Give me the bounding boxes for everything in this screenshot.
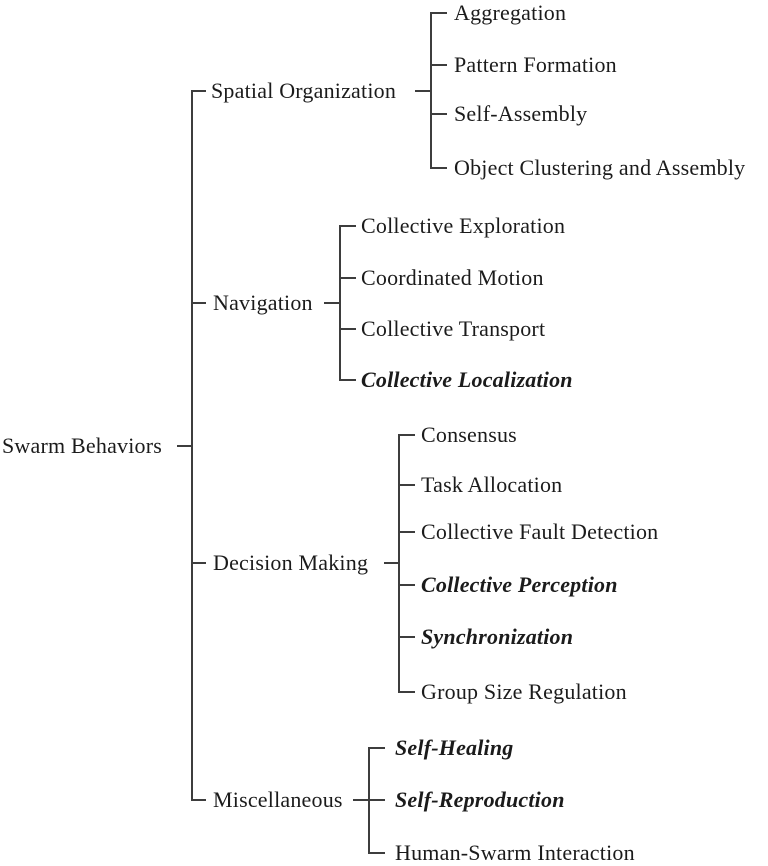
- node-pattern-formation: Pattern Formation: [454, 51, 617, 77]
- node-object-clustering-and-assembly: Object Clustering and Assembly: [454, 154, 746, 180]
- node-collective-perception: Collective Perception: [421, 571, 618, 597]
- node-spatial-organization: Spatial Organization: [211, 77, 397, 103]
- node-aggregation: Aggregation: [454, 0, 567, 25]
- node-self-reproduction: Self-Reproduction: [395, 786, 565, 812]
- node-consensus: Consensus: [421, 421, 517, 447]
- node-synchronization: Synchronization: [421, 623, 574, 649]
- root-trunk-line: [177, 91, 206, 800]
- node-decision-making: Decision Making: [213, 549, 369, 575]
- node-task-allocation: Task Allocation: [421, 471, 563, 497]
- node-collective-localization: Collective Localization: [361, 366, 573, 392]
- node-group-size-regulation: Group Size Regulation: [421, 678, 627, 704]
- navigation-bracket: [324, 226, 356, 380]
- node-miscellaneous: Miscellaneous: [213, 786, 343, 812]
- node-human-swarm-interaction: Human-Swarm Interaction: [395, 839, 635, 865]
- node-swarm-behaviors: Swarm Behaviors: [2, 432, 163, 458]
- node-collective-fault-detection: Collective Fault Detection: [421, 518, 659, 544]
- node-navigation: Navigation: [213, 289, 313, 315]
- spatial-organization-bracket: [415, 13, 447, 168]
- node-collective-exploration: Collective Exploration: [361, 212, 566, 238]
- decision-making-bracket: [384, 435, 415, 692]
- miscellaneous-bracket: [353, 748, 385, 853]
- node-self-healing: Self-Healing: [395, 734, 514, 760]
- node-self-assembly: Self-Assembly: [454, 100, 588, 126]
- node-collective-transport: Collective Transport: [361, 315, 546, 341]
- node-coordinated-motion: Coordinated Motion: [361, 264, 544, 290]
